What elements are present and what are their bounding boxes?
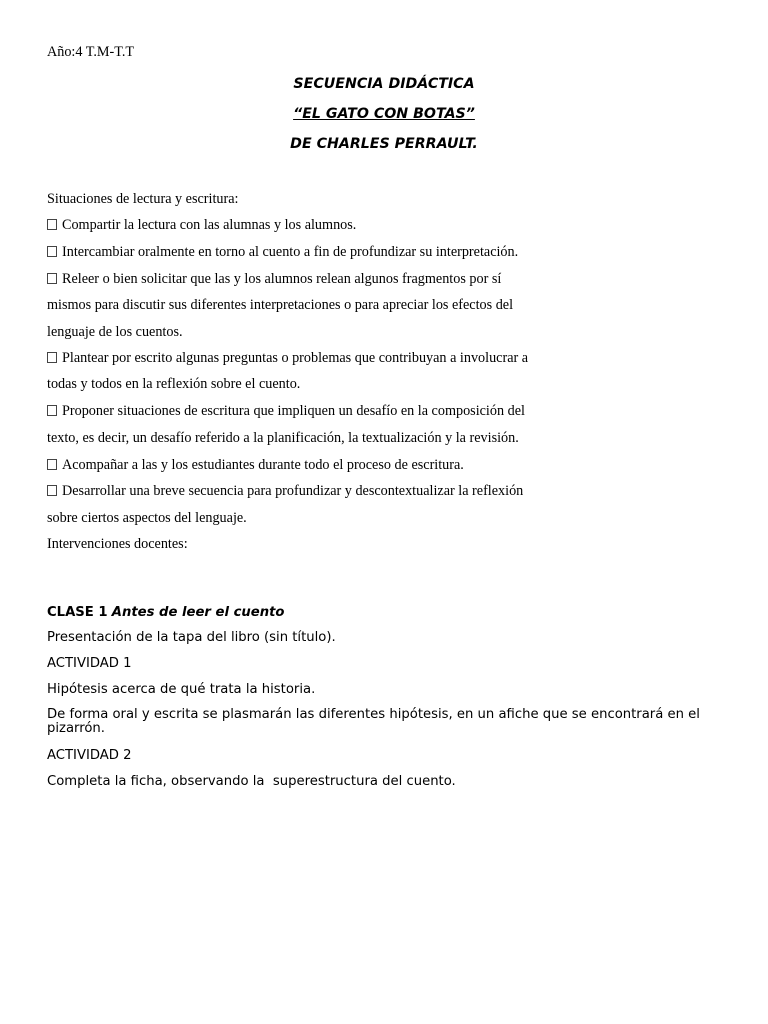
bullet-item: Intercambiar oralmente en torno al cuento a fin de profundizar su interpretación. bbox=[47, 244, 518, 261]
bullet-box-icon bbox=[47, 246, 57, 257]
bullet-box-icon bbox=[47, 219, 57, 230]
bullet-box-icon bbox=[47, 459, 57, 470]
bullet-box-icon bbox=[47, 485, 57, 496]
class-subtitle: Antes de leer el cuento bbox=[111, 605, 285, 620]
bullet-item: Proponer situaciones de escritura que impliquen un desafío en la composición del bbox=[47, 403, 525, 420]
bullet-box-icon bbox=[47, 273, 57, 284]
presentation-text: Presentación de la tapa del libro (sin título). bbox=[47, 630, 336, 645]
bullet-continuation: todas y todos en la reflexión sobre el cuento. bbox=[47, 376, 301, 392]
bullet-box-icon bbox=[47, 405, 57, 416]
bullet-continuation: mismos para discutir sus diferentes interpretaciones o para apreciar los efectos del bbox=[47, 297, 514, 313]
activity-2-text: Completa la ficha, observando la superestructura del cuento. bbox=[47, 774, 456, 789]
year-line: Año:4 T.M-T.T bbox=[47, 44, 135, 60]
bullet-item: Desarrollar una breve secuencia para profundizar y descontextualizar la reflexión bbox=[47, 483, 523, 500]
situations-heading: Situaciones de lectura y escritura: bbox=[47, 191, 239, 207]
bullet-continuation: sobre ciertos aspectos del lenguaje. bbox=[47, 510, 247, 526]
class-label: CLASE 1 bbox=[47, 605, 108, 620]
bullet-item: Plantear por escrito algunas preguntas o problemas que contribuyan a involucrar a bbox=[47, 350, 528, 367]
activity-1-detail: De forma oral y escrita se plasmarán las diferentes hipótesis, en un afiche que se encontrará en el pizarrón. bbox=[47, 707, 700, 736]
activity-1-label: ACTIVIDAD 1 bbox=[47, 656, 132, 671]
interventions-heading: Intervenciones docentes: bbox=[47, 536, 188, 552]
activity-2-label: ACTIVIDAD 2 bbox=[47, 748, 132, 763]
activity-1-text: Hipótesis acerca de qué trata la historia. bbox=[47, 682, 316, 697]
bullet-continuation: texto, es decir, un desafío referido a la planificación, la textualización y la revisión. bbox=[47, 430, 519, 446]
bullet-item: Compartir la lectura con las alumnas y los alumnos. bbox=[47, 217, 356, 234]
class-heading bbox=[47, 605, 285, 620]
bullet-continuation: lenguaje de los cuentos. bbox=[47, 324, 183, 340]
bullet-box-icon bbox=[47, 352, 57, 363]
title-line-2: “EL GATO CON BOTAS” bbox=[293, 106, 475, 122]
bullet-item: Releer o bien solicitar que las y los alumnos relean algunos fragmentos por sí bbox=[47, 271, 501, 288]
bullet-item: Acompañar a las y los estudiantes durante todo el proceso de escritura. bbox=[47, 457, 464, 474]
title-line-3: DE CHARLES PERRAULT. bbox=[290, 136, 478, 152]
title-line-1: SECUENCIA DIDÁCTICA bbox=[293, 76, 475, 92]
